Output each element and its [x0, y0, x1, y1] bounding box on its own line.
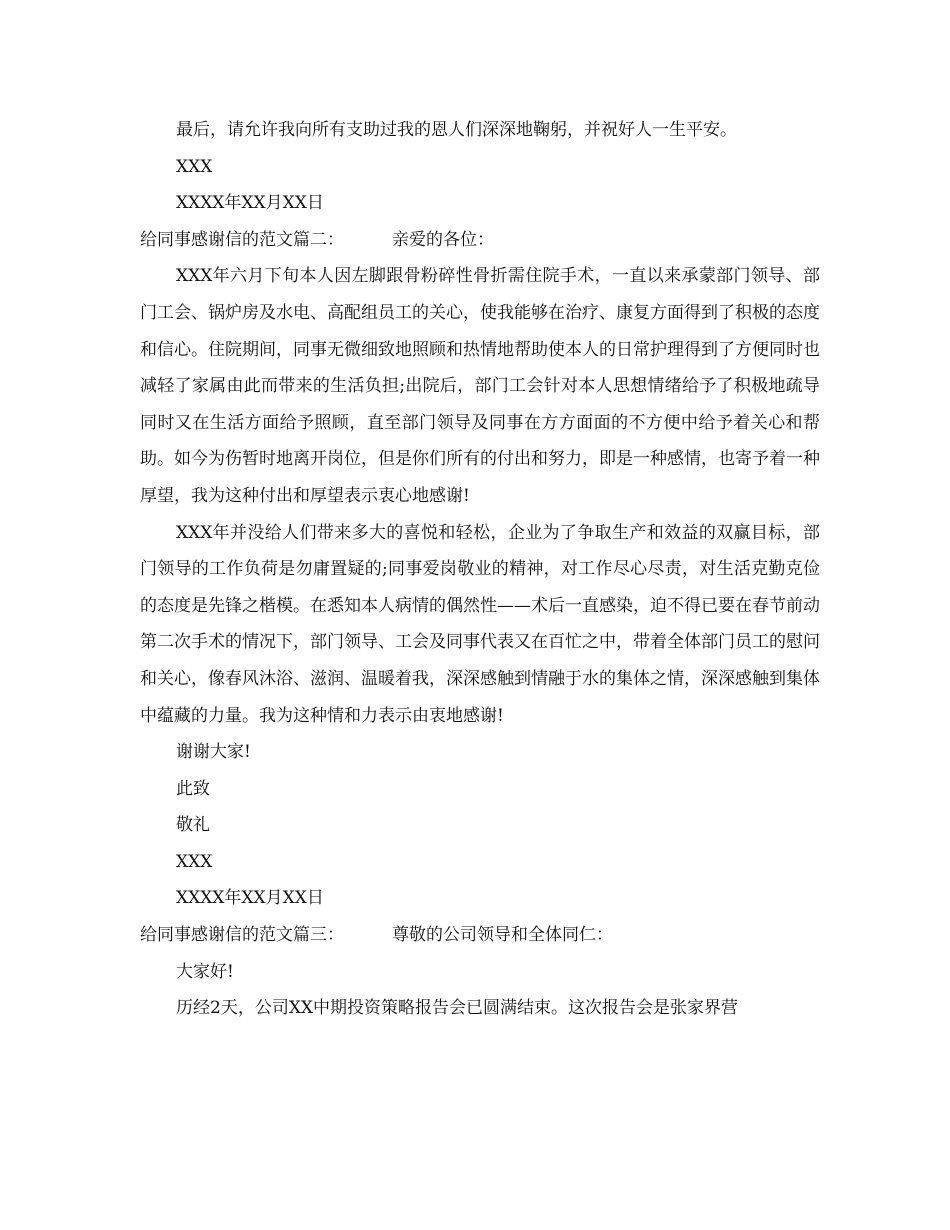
date-line: XXXX年XX月XX日 [176, 193, 324, 214]
body-paragraph: XXX年六月下旬本人因左脚跟骨粉碎性骨折需住院手术，一直以来承蒙部门领导、部门工会、锅炉房及水电、高配组员工的关心，使我能够在治疗、康复方面得到了积极的态度和信心。住院期间，同事无微细致地照顾和热情地帮助使本人的日常护理得到了方便同时也减轻了家属由此而带来的生活负担;出院后，部门工会针对本人思想情绪给予了积极地疏导同时又在生活方面给予照顾，直至部门领导及同事在方方面面的不方便中给予着关心和帮助。如今为伤暂时地离开岗位，但是你们所有的付出和努力，即是一种感情，也寄予着一种厚望，我为这种付出和厚望表示衷心地感谢! [140, 266, 820, 506]
signature: XXX [176, 851, 213, 872]
section-title: 给同事感谢信的范文篇三： [140, 925, 344, 946]
section-heading-3 [140, 917, 820, 954]
body-paragraph-start: 历经2天，公司XX中期投资策略报告会已圆满结束。这次报告会是张家界营 [176, 998, 739, 1019]
document-page [140, 112, 820, 1027]
jingli-line: 敬礼 [176, 815, 210, 836]
greeting-line: 大家好! [176, 961, 234, 982]
section-heading-2 [140, 222, 820, 259]
thanks-line: 谢谢大家! [176, 742, 251, 763]
closing-line: 最后，请允许我向所有支助过我的恩人们深深地鞠躬，并祝好人一生平安。 [176, 120, 737, 140]
date-line: XXXX年XX月XX日 [176, 888, 324, 909]
cizhi-line: 此致 [176, 778, 210, 799]
salutation: 亲爱的各位： [392, 229, 494, 250]
signature: XXX [176, 156, 213, 177]
salutation: 尊敬的公司领导和全体同仁： [392, 925, 613, 946]
body-paragraph: XXX年并没给人们带来多大的喜悦和轻松，企业为了争取生产和效益的双赢目标，部门领导的工作负荷是勿庸置疑的;同事爱岗敬业的精神，对工作尽心尽责，对生活克勤克俭的态度是先锋之楷模。在悉知本人病情的偶然性——术后一直感染，迫不得已要在春节前动第二次手术的情况下，部门领导、工会及同事代表又在百忙之中，带着全体部门员工的慰问和关心，像春风沐浴、滋润、温暖着我，深深感触到情融于水的集体之情，深深感触到集体中蕴藏的力量。我为这种情和力表示由衷地感谢! [140, 522, 820, 726]
section-title: 给同事感谢信的范文篇二： [140, 229, 344, 250]
